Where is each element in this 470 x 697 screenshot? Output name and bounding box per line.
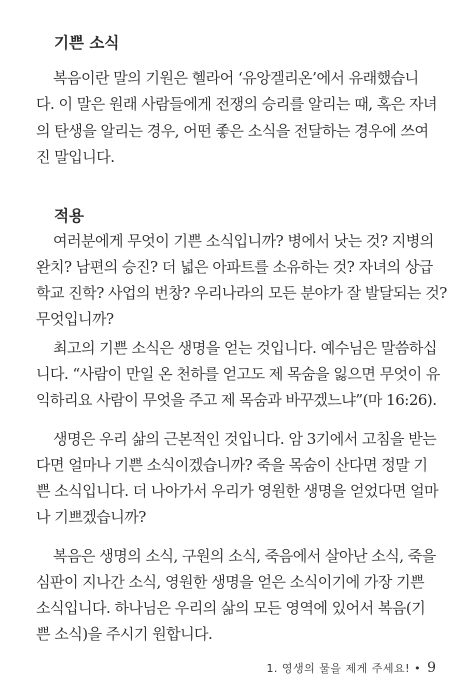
body-line: 복음이란 말의 기원은 헬라어 ‘유앙겔리온’에서 유래했습니 [53, 69, 419, 87]
body-line: 무엇입니까? [36, 310, 114, 328]
body-line: 익하리요 사람이 무엇을 주고 제 목숨과 바꾸겠느냐”(마 16:26). [36, 391, 437, 409]
body-line: 생명은 우리 삶의 근본적인 것입니다. 암 3기에서 고침을 받는 [53, 430, 437, 448]
body-line: 소식입니다. 하나님은 우리의 삶의 모든 영역에 있어서 복음(기 [36, 599, 426, 617]
body-line: 니다. “사람이 만일 온 천하를 얻고도 제 목숨을 잃으면 무엇이 유 [36, 365, 440, 383]
section-heading-good-news: 기쁜 소식 [54, 34, 120, 52]
body-line: 심판이 지나간 소식, 영원한 생명을 얻은 소식이기에 가장 기쁜 [36, 573, 425, 591]
body-line: 쁜 소식입니다. 더 나아가서 우리가 영원한 생명을 얻었다면 얼마 [36, 482, 439, 500]
page-number: 9 [427, 660, 436, 676]
running-chapter-title: 1. 영생의 물을 제게 주세요! • [266, 662, 422, 675]
body-line: 쁜 소식)을 주시기 원합니다. [36, 625, 213, 643]
body-line: 의 탄생을 알리는 경우, 어떤 좋은 소식을 전달하는 경우에 쓰여 [36, 122, 429, 140]
body-line: 복음은 생명의 소식, 구원의 소식, 죽음에서 살아난 소식, 죽을 [53, 547, 436, 565]
body-line: 다면 얼마나 기쁜 소식이겠습니까? 죽을 목숨이 산다면 정말 기 [36, 456, 428, 474]
body-line: 학교 진학? 사업의 번창? 우리나라의 모든 분야가 잘 발달되는 것? [36, 284, 447, 302]
page-footer [260, 657, 436, 679]
body-line: 진 말입니다. [36, 148, 115, 166]
section-heading-application: 적용 [54, 207, 84, 225]
body-line: 완치? 남편의 승진? 더 넓은 아파트를 소유하는 것? 자녀의 상급 [36, 258, 433, 276]
body-line: 최고의 기쁜 소식은 생명을 얻는 것입니다. 예수님은 말씀하십 [53, 339, 437, 357]
body-line: 나 기쁘겠습니까? [36, 508, 146, 526]
body-line: 다. 이 말은 원래 사람들에게 전쟁의 승리를 알리는 때, 혹은 자녀 [36, 95, 437, 113]
body-line: 여러분에게 무엇이 기쁜 소식입니까? 병에서 낫는 것? 지병의 [53, 232, 434, 250]
